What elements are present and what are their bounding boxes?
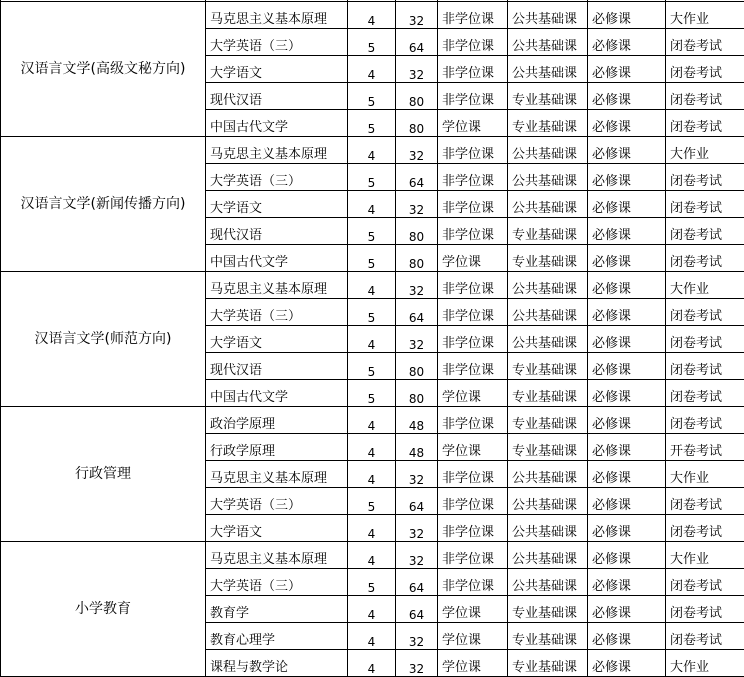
course-type-cell: 非学位课 (438, 83, 508, 110)
requirement-cell: 必修课 (588, 137, 666, 164)
credit-cell: 5 (348, 569, 396, 596)
course-name-cell: 马克思主义基本原理 (206, 2, 348, 29)
exam-method-cell: 大作业 (666, 272, 744, 299)
credit-cell: 4 (348, 542, 396, 569)
course-category-cell: 公共基础课 (508, 326, 588, 353)
course-name-cell: 现代汉语 (206, 218, 348, 245)
credit-cell: 4 (348, 56, 396, 83)
major-name-cell: 小学教育 (1, 542, 206, 677)
requirement-cell: 必修课 (588, 407, 666, 434)
requirement-cell: 必修课 (588, 272, 666, 299)
hours-cell: 80 (396, 353, 438, 380)
course-name-cell: 马克思主义基本原理 (206, 542, 348, 569)
requirement-cell: 必修课 (588, 164, 666, 191)
requirement-cell: 必修课 (588, 245, 666, 272)
hours-cell: 64 (396, 299, 438, 326)
requirement-cell: 必修课 (588, 110, 666, 137)
table-row (1, 2, 744, 29)
hours-cell: 48 (396, 407, 438, 434)
exam-method-cell: 闭卷考试 (666, 515, 744, 542)
course-name-cell: 课程与教学论 (206, 650, 348, 677)
requirement-cell: 必修课 (588, 515, 666, 542)
requirement-cell: 必修课 (588, 488, 666, 515)
exam-method-cell: 闭卷考试 (666, 326, 744, 353)
credit-cell: 4 (348, 515, 396, 542)
course-category-cell: 专业基础课 (508, 245, 588, 272)
major-name-cell: 汉语言文学(师范方向) (1, 272, 206, 407)
course-category-cell: 公共基础课 (508, 569, 588, 596)
course-category-cell: 专业基础课 (508, 596, 588, 623)
course-category-cell: 专业基础课 (508, 353, 588, 380)
course-name-cell: 大学语文 (206, 515, 348, 542)
course-category-cell: 专业基础课 (508, 83, 588, 110)
credit-cell: 5 (348, 245, 396, 272)
hours-cell: 32 (396, 515, 438, 542)
hours-cell: 64 (396, 569, 438, 596)
credit-cell: 5 (348, 353, 396, 380)
requirement-cell: 必修课 (588, 326, 666, 353)
course-category-cell: 公共基础课 (508, 137, 588, 164)
credit-cell: 5 (348, 299, 396, 326)
exam-method-cell: 闭卷考试 (666, 29, 744, 56)
course-category-cell: 公共基础课 (508, 29, 588, 56)
exam-method-cell: 大作业 (666, 650, 744, 677)
hours-cell: 32 (396, 191, 438, 218)
course-type-cell: 非学位课 (438, 326, 508, 353)
requirement-cell: 必修课 (588, 29, 666, 56)
exam-method-cell: 闭卷考试 (666, 623, 744, 650)
credit-cell: 5 (348, 380, 396, 407)
course-name-cell: 大学英语（三） (206, 164, 348, 191)
course-name-cell: 中国古代文学 (206, 380, 348, 407)
hours-cell: 32 (396, 272, 438, 299)
course-category-cell: 专业基础课 (508, 110, 588, 137)
requirement-cell: 必修课 (588, 56, 666, 83)
course-category-cell: 公共基础课 (508, 191, 588, 218)
major-name-cell: 汉语言文学(新闻传播方向) (1, 137, 206, 272)
course-table-body (1, 0, 744, 677)
course-category-cell: 专业基础课 (508, 623, 588, 650)
hours-cell: 32 (396, 137, 438, 164)
course-type-cell: 非学位课 (438, 2, 508, 29)
hours-cell: 32 (396, 56, 438, 83)
course-type-cell: 非学位课 (438, 137, 508, 164)
credit-cell: 4 (348, 434, 396, 461)
course-category-cell: 公共基础课 (508, 542, 588, 569)
table-row (1, 407, 744, 434)
course-name-cell: 现代汉语 (206, 83, 348, 110)
course-name-cell: 中国古代文学 (206, 110, 348, 137)
course-name-cell: 大学英语（三） (206, 299, 348, 326)
exam-method-cell: 闭卷考试 (666, 83, 744, 110)
credit-cell: 4 (348, 326, 396, 353)
hours-cell: 64 (396, 488, 438, 515)
exam-method-cell: 大作业 (666, 461, 744, 488)
hours-cell: 80 (396, 380, 438, 407)
course-type-cell: 非学位课 (438, 515, 508, 542)
exam-method-cell: 闭卷考试 (666, 407, 744, 434)
major-name-cell: 行政管理 (1, 407, 206, 542)
hours-cell: 32 (396, 650, 438, 677)
course-type-cell: 非学位课 (438, 272, 508, 299)
course-name-cell: 大学语文 (206, 326, 348, 353)
course-type-cell: 非学位课 (438, 299, 508, 326)
hours-cell: 80 (396, 218, 438, 245)
exam-method-cell: 闭卷考试 (666, 191, 744, 218)
course-type-cell: 学位课 (438, 434, 508, 461)
credit-cell: 5 (348, 488, 396, 515)
credit-cell: 4 (348, 650, 396, 677)
table-row (1, 542, 744, 569)
exam-method-cell: 闭卷考试 (666, 164, 744, 191)
exam-method-cell: 开卷考试 (666, 434, 744, 461)
course-type-cell: 学位课 (438, 650, 508, 677)
exam-method-cell: 闭卷考试 (666, 488, 744, 515)
course-type-cell: 非学位课 (438, 542, 508, 569)
course-type-cell: 学位课 (438, 245, 508, 272)
course-name-cell: 行政学原理 (206, 434, 348, 461)
exam-method-cell: 大作业 (666, 542, 744, 569)
course-name-cell: 教育学 (206, 596, 348, 623)
course-type-cell: 非学位课 (438, 218, 508, 245)
course-category-cell: 公共基础课 (508, 515, 588, 542)
exam-method-cell: 闭卷考试 (666, 299, 744, 326)
credit-cell: 4 (348, 2, 396, 29)
requirement-cell: 必修课 (588, 623, 666, 650)
course-category-cell: 公共基础课 (508, 461, 588, 488)
credit-cell: 5 (348, 29, 396, 56)
exam-method-cell: 大作业 (666, 2, 744, 29)
course-category-cell: 公共基础课 (508, 272, 588, 299)
hours-cell: 64 (396, 164, 438, 191)
course-type-cell: 非学位课 (438, 191, 508, 218)
course-type-cell: 非学位课 (438, 29, 508, 56)
course-type-cell: 学位课 (438, 380, 508, 407)
requirement-cell: 必修课 (588, 299, 666, 326)
exam-method-cell: 闭卷考试 (666, 569, 744, 596)
course-type-cell: 学位课 (438, 623, 508, 650)
course-name-cell: 大学英语（三） (206, 569, 348, 596)
credit-cell: 4 (348, 272, 396, 299)
exam-method-cell: 大作业 (666, 137, 744, 164)
course-category-cell: 专业基础课 (508, 650, 588, 677)
course-name-cell: 马克思主义基本原理 (206, 137, 348, 164)
course-category-cell: 专业基础课 (508, 407, 588, 434)
hours-cell: 80 (396, 110, 438, 137)
table-row (1, 137, 744, 164)
exam-method-cell: 闭卷考试 (666, 218, 744, 245)
requirement-cell: 必修课 (588, 380, 666, 407)
hours-cell: 32 (396, 461, 438, 488)
course-type-cell: 非学位课 (438, 407, 508, 434)
course-name-cell: 教育心理学 (206, 623, 348, 650)
exam-method-cell: 闭卷考试 (666, 596, 744, 623)
hours-cell: 80 (396, 245, 438, 272)
requirement-cell: 必修课 (588, 434, 666, 461)
course-name-cell: 政治学原理 (206, 407, 348, 434)
course-category-cell: 公共基础课 (508, 164, 588, 191)
course-category-cell: 公共基础课 (508, 299, 588, 326)
credit-cell: 4 (348, 461, 396, 488)
hours-cell: 32 (396, 326, 438, 353)
requirement-cell: 必修课 (588, 596, 666, 623)
requirement-cell: 必修课 (588, 461, 666, 488)
course-category-cell: 专业基础课 (508, 380, 588, 407)
table-row (1, 272, 744, 299)
course-name-cell: 现代汉语 (206, 353, 348, 380)
credit-cell: 5 (348, 218, 396, 245)
requirement-cell: 必修课 (588, 569, 666, 596)
credit-cell: 4 (348, 137, 396, 164)
requirement-cell: 必修课 (588, 353, 666, 380)
credit-cell: 5 (348, 83, 396, 110)
exam-method-cell: 闭卷考试 (666, 245, 744, 272)
requirement-cell: 必修课 (588, 650, 666, 677)
requirement-cell: 必修课 (588, 542, 666, 569)
course-type-cell: 非学位课 (438, 488, 508, 515)
course-name-cell: 马克思主义基本原理 (206, 272, 348, 299)
hours-cell: 32 (396, 2, 438, 29)
requirement-cell: 必修课 (588, 83, 666, 110)
requirement-cell: 必修课 (588, 191, 666, 218)
course-name-cell: 中国古代文学 (206, 245, 348, 272)
credit-cell: 4 (348, 623, 396, 650)
course-category-cell: 公共基础课 (508, 488, 588, 515)
hours-cell: 64 (396, 29, 438, 56)
course-type-cell: 学位课 (438, 110, 508, 137)
course-category-cell: 专业基础课 (508, 218, 588, 245)
course-category-cell: 专业基础课 (508, 434, 588, 461)
course-type-cell: 学位课 (438, 596, 508, 623)
course-name-cell: 马克思主义基本原理 (206, 461, 348, 488)
credit-cell: 4 (348, 191, 396, 218)
course-type-cell: 非学位课 (438, 569, 508, 596)
course-name-cell: 大学语文 (206, 56, 348, 83)
hours-cell: 80 (396, 83, 438, 110)
exam-method-cell: 闭卷考试 (666, 56, 744, 83)
credit-cell: 5 (348, 164, 396, 191)
hours-cell: 64 (396, 596, 438, 623)
course-type-cell: 非学位课 (438, 56, 508, 83)
course-name-cell: 大学语文 (206, 191, 348, 218)
course-type-cell: 非学位课 (438, 461, 508, 488)
hours-cell: 32 (396, 623, 438, 650)
course-name-cell: 大学英语（三） (206, 488, 348, 515)
exam-method-cell: 闭卷考试 (666, 110, 744, 137)
course-type-cell: 非学位课 (438, 353, 508, 380)
hours-cell: 32 (396, 542, 438, 569)
major-name-cell: 汉语言文学(高级文秘方向) (1, 2, 206, 137)
credit-cell: 4 (348, 407, 396, 434)
requirement-cell: 必修课 (588, 218, 666, 245)
credit-cell: 5 (348, 110, 396, 137)
course-type-cell: 非学位课 (438, 164, 508, 191)
hours-cell: 48 (396, 434, 438, 461)
course-name-cell: 大学英语（三） (206, 29, 348, 56)
credit-cell: 4 (348, 596, 396, 623)
course-category-cell: 公共基础课 (508, 2, 588, 29)
requirement-cell: 必修课 (588, 2, 666, 29)
exam-method-cell: 闭卷考试 (666, 380, 744, 407)
course-category-cell: 公共基础课 (508, 56, 588, 83)
exam-method-cell: 闭卷考试 (666, 353, 744, 380)
